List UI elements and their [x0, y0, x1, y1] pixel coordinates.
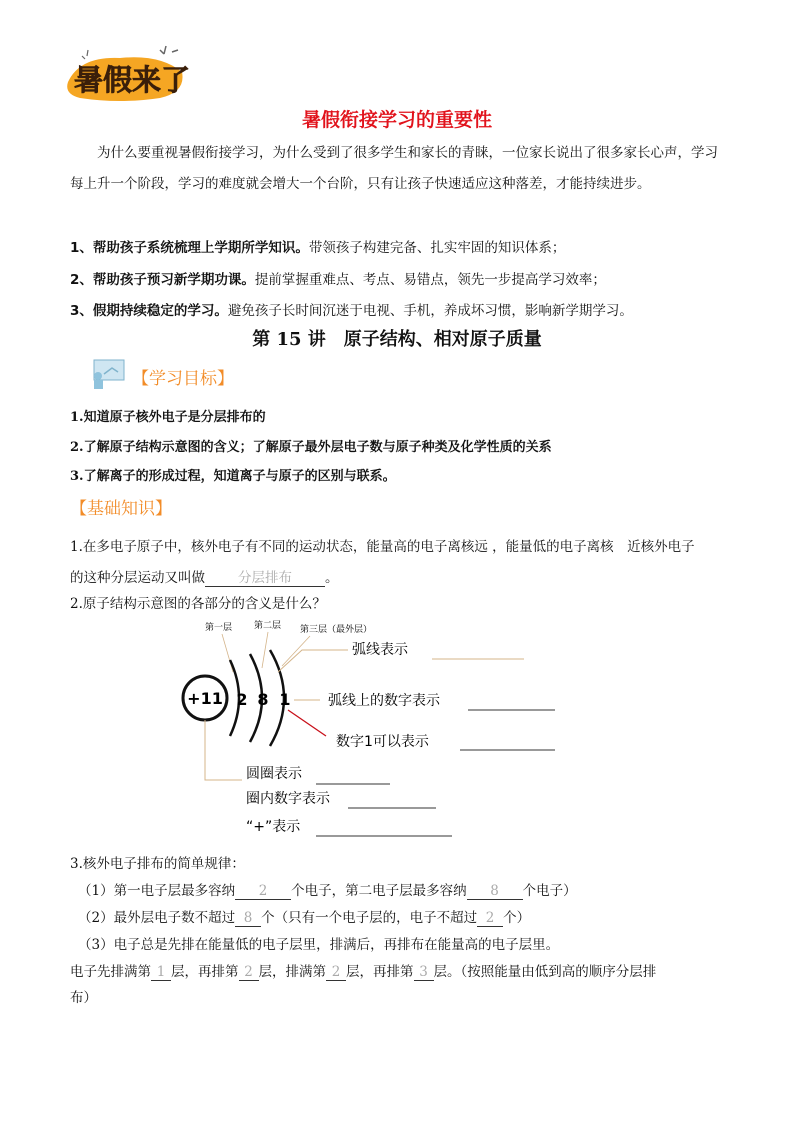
- rule-1-text-c: 个电子，第二电子层最多容纳: [291, 883, 467, 899]
- point-2-bold: 2、帮助孩子预习新学期功课。: [70, 272, 255, 288]
- shell-1-count: 2: [236, 690, 248, 709]
- q1-text: 的这种分层运动又叫做: [70, 570, 205, 586]
- point-1-bold: 1、帮助孩子系统梳理上学期所学知识。: [70, 240, 309, 256]
- q1-line-a: 1.在多电子原子中，核外电子有不同的运动状态，能量高的电子离核远 ，能量低的电子离核 近核外电子: [70, 539, 695, 555]
- rule-1-blank-2: 8: [467, 883, 523, 900]
- rule-4-blank-3: 2: [326, 964, 346, 981]
- q1-line-b: [70, 566, 339, 587]
- shell-2-count: 8: [257, 690, 269, 709]
- q3-rule-4-cont: 布）: [70, 990, 97, 1006]
- rule-4-text-c: 层，再排第: [171, 964, 239, 980]
- rule-1-text-a: （1）第一电子层最多容纳: [78, 883, 236, 899]
- rule-4-blank-2: 2: [239, 964, 259, 981]
- layer-2-label: 第二层: [254, 621, 282, 631]
- goals-heading-text: 【学习目标】: [132, 368, 234, 389]
- summer-logo: [60, 42, 192, 108]
- point-2-rest: 提前掌握重难点、考点、易错点，领先一步提高学习效率；: [254, 272, 606, 288]
- layer-1-label: 第一层: [205, 623, 233, 633]
- rule-4-text-d: 层，排满第: [258, 964, 326, 980]
- point-1: [70, 236, 565, 256]
- rule-2-text-c: 个（只有一个电子层的，电子不超过: [261, 910, 478, 926]
- q3-rule-3: （3）电子总是先排在能量低的电子层里，排满后，再排布在能量高的电子层里。: [78, 937, 560, 953]
- rule-4-text-f: 层。（按照能量由低到高的顺序分层排: [433, 964, 657, 980]
- arc-number-label: 弧线上的数字表示: [328, 693, 440, 709]
- rule-4-blank-4: 3: [414, 964, 434, 981]
- circle-label: 圆圈表示: [246, 766, 302, 782]
- atom-structure-diagram: [170, 612, 600, 842]
- q3-rule-4: [70, 960, 656, 981]
- teacher-board-icon: [88, 358, 128, 394]
- basic-heading: 【基础知识】: [70, 499, 172, 519]
- goals-heading: [88, 358, 234, 394]
- layer-3-label: 第三层（最外层）: [300, 625, 373, 635]
- rule-4-blank-1: 1: [151, 964, 171, 981]
- point-3-bold: 3、假期持续稳定的学习。: [70, 303, 228, 319]
- digit-1-arrow: [288, 710, 326, 736]
- rule-1-blank-1: 2: [235, 883, 291, 900]
- circle-number-label: 圈内数字表示: [246, 791, 330, 807]
- point-3-rest: 避免孩子长时间沉迷于电视、手机，养成坏习惯，影响新学期学习。: [227, 303, 633, 319]
- rule-2-blank-1: 8: [235, 910, 261, 927]
- rule-1-text-d: 个电子）: [522, 883, 577, 899]
- goal-3: 3.了解离子的形成过程，知道离子与原子的区别与联系。: [70, 469, 396, 484]
- goal-2: 2.了解原子结构示意图的含义；了解原子最外层电子数与原子种类及化学性质的关系: [70, 440, 552, 455]
- arc-label: 弧线表示: [352, 642, 408, 658]
- intro-paragraph: 为什么要重视暑假衔接学习，为什么受到了很多学生和家长的青睐，一位家长说出了很多家长心声，学习每上升一个阶段，学习的难度就会增大一个台阶，只有让孩子快速适应这种落差，才能持续进步。: [70, 145, 718, 192]
- q1-answer-blank: 分层排布: [205, 566, 325, 587]
- rule-2-text-d: 个）: [503, 910, 531, 926]
- logo-text: 暑假来了: [74, 63, 191, 97]
- q3-rule-1: [78, 879, 577, 900]
- rule-2-blank-2: 2: [477, 910, 503, 927]
- lecture-title: 第 15 讲 原子结构、相对原子质量: [252, 329, 542, 350]
- q3-title: 3.核外电子排布的简单规律：: [70, 856, 245, 872]
- plus-label: “+”表示: [246, 819, 301, 835]
- nucleus-charge: +11: [187, 689, 223, 708]
- rule-4-text-e: 层，再排第: [346, 964, 414, 980]
- shell-3-count: 1: [279, 690, 291, 709]
- point-3: [70, 299, 633, 319]
- point-1-rest: 带领孩子构建完备、扎实牢固的知识体系；: [308, 240, 566, 256]
- main-title: 暑假衔接学习的重要性: [301, 109, 492, 131]
- q1-end: 。: [325, 570, 339, 586]
- q3-rule-2: [78, 906, 530, 927]
- rule-4-text-a: 电子先排满第: [70, 964, 151, 980]
- rule-2-text-a: （2）最外层电子数不超过: [78, 910, 236, 926]
- point-2: [70, 268, 606, 288]
- q2-question: 2.原子结构示意图的各部分的含义是什么？: [70, 596, 326, 612]
- goal-1: 1.知道原子核外电子是分层排布的: [70, 410, 266, 425]
- digit-1-label: 数字1可以表示: [336, 734, 429, 750]
